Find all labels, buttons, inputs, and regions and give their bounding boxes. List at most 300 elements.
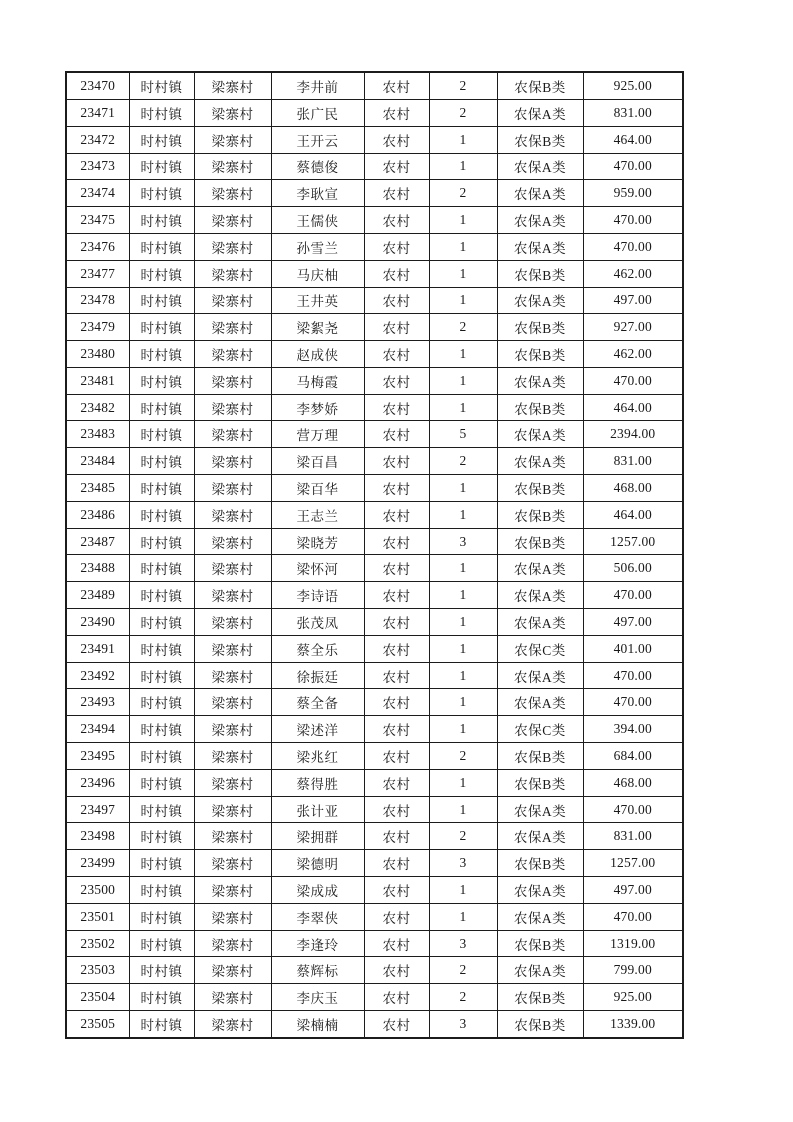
cell-person-name: 梁拥群	[271, 823, 364, 850]
table-row	[66, 903, 683, 930]
cell-person-count: 1	[429, 233, 497, 260]
cell-record-id: 23501	[66, 903, 129, 930]
cell-person-count: 1	[429, 367, 497, 394]
cell-amount: 470.00	[583, 207, 683, 234]
cell-town: 时村镇	[129, 287, 194, 314]
cell-person-count: 2	[429, 314, 497, 341]
cell-insurance-category: 农保A类	[497, 609, 583, 636]
cell-person-count: 1	[429, 689, 497, 716]
cell-person-count: 2	[429, 743, 497, 770]
cell-town: 时村镇	[129, 394, 194, 421]
cell-amount: 470.00	[583, 153, 683, 180]
cell-person-name: 蔡全备	[271, 689, 364, 716]
cell-town: 时村镇	[129, 180, 194, 207]
cell-amount: 470.00	[583, 903, 683, 930]
cell-residence-type: 农村	[364, 528, 429, 555]
cell-person-count: 1	[429, 555, 497, 582]
cell-insurance-category: 农保B类	[497, 475, 583, 502]
cell-amount: 394.00	[583, 716, 683, 743]
cell-person-name: 张计亚	[271, 796, 364, 823]
cell-insurance-category: 农保B类	[497, 1011, 583, 1038]
cell-record-id: 23480	[66, 341, 129, 368]
cell-town: 时村镇	[129, 930, 194, 957]
cell-person-name: 李梦娇	[271, 394, 364, 421]
cell-residence-type: 农村	[364, 207, 429, 234]
cell-record-id: 23496	[66, 769, 129, 796]
cell-amount: 468.00	[583, 475, 683, 502]
cell-town: 时村镇	[129, 609, 194, 636]
cell-person-count: 1	[429, 609, 497, 636]
cell-town: 时村镇	[129, 126, 194, 153]
cell-amount: 497.00	[583, 609, 683, 636]
cell-village: 梁寨村	[194, 180, 271, 207]
cell-insurance-category: 农保A类	[497, 207, 583, 234]
cell-residence-type: 农村	[364, 796, 429, 823]
cell-village: 梁寨村	[194, 126, 271, 153]
cell-village: 梁寨村	[194, 582, 271, 609]
cell-amount: 468.00	[583, 769, 683, 796]
cell-town: 时村镇	[129, 260, 194, 287]
table-row	[66, 207, 683, 234]
cell-village: 梁寨村	[194, 689, 271, 716]
cell-town: 时村镇	[129, 207, 194, 234]
cell-amount: 470.00	[583, 233, 683, 260]
cell-residence-type: 农村	[364, 394, 429, 421]
cell-residence-type: 农村	[364, 99, 429, 126]
cell-town: 时村镇	[129, 341, 194, 368]
table-row	[66, 984, 683, 1011]
cell-record-id: 23486	[66, 501, 129, 528]
cell-residence-type: 农村	[364, 635, 429, 662]
cell-person-count: 1	[429, 475, 497, 502]
cell-amount: 925.00	[583, 984, 683, 1011]
cell-insurance-category: 农保C类	[497, 635, 583, 662]
cell-record-id: 23497	[66, 796, 129, 823]
cell-amount: 470.00	[583, 582, 683, 609]
cell-person-name: 蔡全乐	[271, 635, 364, 662]
table-row	[66, 823, 683, 850]
cell-town: 时村镇	[129, 582, 194, 609]
cell-insurance-category: 农保A类	[497, 153, 583, 180]
cell-person-count: 1	[429, 796, 497, 823]
table-row	[66, 72, 683, 99]
cell-person-count: 1	[429, 287, 497, 314]
cell-insurance-category: 农保B类	[497, 394, 583, 421]
cell-insurance-category: 农保A类	[497, 662, 583, 689]
cell-village: 梁寨村	[194, 635, 271, 662]
cell-residence-type: 农村	[364, 367, 429, 394]
cell-insurance-category: 农保A类	[497, 448, 583, 475]
cell-town: 时村镇	[129, 233, 194, 260]
cell-record-id: 23471	[66, 99, 129, 126]
cell-town: 时村镇	[129, 528, 194, 555]
cell-record-id: 23503	[66, 957, 129, 984]
cell-town: 时村镇	[129, 743, 194, 770]
cell-amount: 831.00	[583, 448, 683, 475]
cell-insurance-category: 农保A类	[497, 233, 583, 260]
cell-village: 梁寨村	[194, 930, 271, 957]
cell-record-id: 23484	[66, 448, 129, 475]
cell-town: 时村镇	[129, 448, 194, 475]
cell-person-name: 梁兆红	[271, 743, 364, 770]
cell-town: 时村镇	[129, 635, 194, 662]
cell-record-id: 23485	[66, 475, 129, 502]
cell-amount: 401.00	[583, 635, 683, 662]
cell-person-count: 1	[429, 716, 497, 743]
cell-residence-type: 农村	[364, 903, 429, 930]
cell-insurance-category: 农保B类	[497, 314, 583, 341]
cell-person-name: 梁絮尧	[271, 314, 364, 341]
cell-village: 梁寨村	[194, 609, 271, 636]
cell-residence-type: 农村	[364, 930, 429, 957]
cell-insurance-category: 农保A类	[497, 555, 583, 582]
cell-residence-type: 农村	[364, 153, 429, 180]
cell-town: 时村镇	[129, 421, 194, 448]
cell-person-name: 张广民	[271, 99, 364, 126]
cell-person-name: 徐振廷	[271, 662, 364, 689]
cell-town: 时村镇	[129, 877, 194, 904]
cell-person-count: 1	[429, 501, 497, 528]
cell-village: 梁寨村	[194, 99, 271, 126]
cell-town: 时村镇	[129, 501, 194, 528]
table-row	[66, 421, 683, 448]
cell-insurance-category: 农保B类	[497, 984, 583, 1011]
cell-person-name: 赵成侠	[271, 341, 364, 368]
cell-person-name: 梁晓芳	[271, 528, 364, 555]
table-row	[66, 582, 683, 609]
cell-person-name: 李逢玲	[271, 930, 364, 957]
cell-insurance-category: 农保A类	[497, 367, 583, 394]
table-row	[66, 287, 683, 314]
table-row	[66, 743, 683, 770]
cell-residence-type: 农村	[364, 233, 429, 260]
table-row	[66, 367, 683, 394]
cell-town: 时村镇	[129, 850, 194, 877]
cell-person-count: 1	[429, 903, 497, 930]
cell-record-id: 23487	[66, 528, 129, 555]
cell-record-id: 23488	[66, 555, 129, 582]
cell-town: 时村镇	[129, 662, 194, 689]
cell-insurance-category: 农保B类	[497, 743, 583, 770]
cell-record-id: 23472	[66, 126, 129, 153]
cell-record-id: 23489	[66, 582, 129, 609]
cell-amount: 2394.00	[583, 421, 683, 448]
cell-residence-type: 农村	[364, 716, 429, 743]
cell-person-name: 李井前	[271, 72, 364, 99]
cell-person-name: 梁百昌	[271, 448, 364, 475]
cell-record-id: 23498	[66, 823, 129, 850]
cell-person-count: 1	[429, 260, 497, 287]
cell-record-id: 23492	[66, 662, 129, 689]
cell-person-count: 1	[429, 207, 497, 234]
cell-person-name: 蔡得胜	[271, 769, 364, 796]
cell-person-name: 梁百华	[271, 475, 364, 502]
cell-insurance-category: 农保B类	[497, 528, 583, 555]
cell-village: 梁寨村	[194, 314, 271, 341]
cell-village: 梁寨村	[194, 287, 271, 314]
cell-record-id: 23481	[66, 367, 129, 394]
cell-amount: 470.00	[583, 796, 683, 823]
cell-residence-type: 农村	[364, 501, 429, 528]
cell-village: 梁寨村	[194, 260, 271, 287]
cell-record-id: 23505	[66, 1011, 129, 1038]
cell-village: 梁寨村	[194, 394, 271, 421]
cell-amount: 464.00	[583, 394, 683, 421]
cell-residence-type: 农村	[364, 689, 429, 716]
cell-record-id: 23482	[66, 394, 129, 421]
cell-residence-type: 农村	[364, 475, 429, 502]
cell-person-name: 蔡德俊	[271, 153, 364, 180]
cell-town: 时村镇	[129, 796, 194, 823]
cell-person-name: 张茂凤	[271, 609, 364, 636]
cell-insurance-category: 农保B类	[497, 126, 583, 153]
cell-record-id: 23483	[66, 421, 129, 448]
cell-person-name: 梁楠楠	[271, 1011, 364, 1038]
cell-residence-type: 农村	[364, 448, 429, 475]
cell-record-id: 23473	[66, 153, 129, 180]
cell-village: 梁寨村	[194, 448, 271, 475]
cell-amount: 799.00	[583, 957, 683, 984]
cell-town: 时村镇	[129, 99, 194, 126]
cell-record-id: 23476	[66, 233, 129, 260]
cell-insurance-category: 农保B类	[497, 501, 583, 528]
cell-person-count: 3	[429, 1011, 497, 1038]
cell-amount: 470.00	[583, 367, 683, 394]
cell-person-name: 马梅霞	[271, 367, 364, 394]
table-row	[66, 528, 683, 555]
cell-person-name: 王井英	[271, 287, 364, 314]
cell-record-id: 23490	[66, 609, 129, 636]
cell-residence-type: 农村	[364, 287, 429, 314]
cell-village: 梁寨村	[194, 743, 271, 770]
cell-insurance-category: 农保A类	[497, 689, 583, 716]
cell-insurance-category: 农保A类	[497, 180, 583, 207]
cell-residence-type: 农村	[364, 823, 429, 850]
cell-person-name: 李诗语	[271, 582, 364, 609]
cell-person-count: 2	[429, 180, 497, 207]
cell-record-id: 23494	[66, 716, 129, 743]
cell-person-name: 王开云	[271, 126, 364, 153]
cell-record-id: 23477	[66, 260, 129, 287]
cell-person-count: 2	[429, 99, 497, 126]
cell-record-id: 23493	[66, 689, 129, 716]
cell-amount: 927.00	[583, 314, 683, 341]
cell-town: 时村镇	[129, 769, 194, 796]
cell-insurance-category: 农保B类	[497, 72, 583, 99]
cell-village: 梁寨村	[194, 984, 271, 1011]
cell-person-name: 李翠侠	[271, 903, 364, 930]
cell-village: 梁寨村	[194, 877, 271, 904]
cell-residence-type: 农村	[364, 984, 429, 1011]
table-row	[66, 233, 683, 260]
table-row	[66, 99, 683, 126]
cell-village: 梁寨村	[194, 528, 271, 555]
cell-town: 时村镇	[129, 957, 194, 984]
cell-person-count: 1	[429, 877, 497, 904]
cell-amount: 497.00	[583, 287, 683, 314]
cell-amount: 831.00	[583, 99, 683, 126]
cell-town: 时村镇	[129, 314, 194, 341]
cell-insurance-category: 农保A类	[497, 287, 583, 314]
cell-amount: 1319.00	[583, 930, 683, 957]
table-row	[66, 314, 683, 341]
cell-residence-type: 农村	[364, 877, 429, 904]
cell-residence-type: 农村	[364, 743, 429, 770]
cell-record-id: 23499	[66, 850, 129, 877]
cell-residence-type: 农村	[364, 314, 429, 341]
cell-residence-type: 农村	[364, 126, 429, 153]
cell-person-name: 马庆柚	[271, 260, 364, 287]
cell-village: 梁寨村	[194, 207, 271, 234]
cell-village: 梁寨村	[194, 903, 271, 930]
cell-town: 时村镇	[129, 555, 194, 582]
cell-record-id: 23502	[66, 930, 129, 957]
cell-town: 时村镇	[129, 716, 194, 743]
table-row	[66, 689, 683, 716]
cell-record-id: 23479	[66, 314, 129, 341]
table-row	[66, 475, 683, 502]
table-row	[66, 662, 683, 689]
cell-village: 梁寨村	[194, 823, 271, 850]
cell-person-count: 1	[429, 153, 497, 180]
cell-person-count: 1	[429, 341, 497, 368]
cell-person-count: 2	[429, 984, 497, 1011]
cell-person-name: 梁德明	[271, 850, 364, 877]
cell-amount: 1257.00	[583, 850, 683, 877]
cell-person-name: 营万理	[271, 421, 364, 448]
cell-residence-type: 农村	[364, 1011, 429, 1038]
cell-person-name: 李庆玉	[271, 984, 364, 1011]
cell-person-name: 梁怀河	[271, 555, 364, 582]
cell-record-id: 23491	[66, 635, 129, 662]
cell-person-name: 梁述洋	[271, 716, 364, 743]
cell-village: 梁寨村	[194, 421, 271, 448]
table-row	[66, 957, 683, 984]
cell-residence-type: 农村	[364, 850, 429, 877]
table-row	[66, 716, 683, 743]
cell-amount: 925.00	[583, 72, 683, 99]
table-row	[66, 877, 683, 904]
cell-village: 梁寨村	[194, 367, 271, 394]
cell-person-count: 2	[429, 72, 497, 99]
cell-amount: 470.00	[583, 662, 683, 689]
cell-village: 梁寨村	[194, 72, 271, 99]
cell-residence-type: 农村	[364, 421, 429, 448]
cell-insurance-category: 农保A类	[497, 582, 583, 609]
cell-amount: 959.00	[583, 180, 683, 207]
cell-person-count: 1	[429, 769, 497, 796]
cell-person-count: 3	[429, 930, 497, 957]
cell-village: 梁寨村	[194, 850, 271, 877]
cell-residence-type: 农村	[364, 341, 429, 368]
cell-village: 梁寨村	[194, 501, 271, 528]
cell-residence-type: 农村	[364, 769, 429, 796]
cell-record-id: 23474	[66, 180, 129, 207]
cell-insurance-category: 农保B类	[497, 930, 583, 957]
cell-person-name: 王儒侠	[271, 207, 364, 234]
cell-town: 时村镇	[129, 689, 194, 716]
cell-record-id: 23475	[66, 207, 129, 234]
cell-town: 时村镇	[129, 984, 194, 1011]
cell-amount: 464.00	[583, 126, 683, 153]
cell-residence-type: 农村	[364, 582, 429, 609]
table-row	[66, 501, 683, 528]
cell-residence-type: 农村	[364, 72, 429, 99]
cell-insurance-category: 农保A类	[497, 823, 583, 850]
table-row	[66, 153, 683, 180]
cell-insurance-category: 农保B类	[497, 260, 583, 287]
cell-town: 时村镇	[129, 153, 194, 180]
cell-town: 时村镇	[129, 72, 194, 99]
cell-insurance-category: 农保A类	[497, 99, 583, 126]
cell-person-count: 2	[429, 448, 497, 475]
cell-record-id: 23470	[66, 72, 129, 99]
cell-person-count: 1	[429, 394, 497, 421]
table-row	[66, 126, 683, 153]
cell-town: 时村镇	[129, 903, 194, 930]
cell-town: 时村镇	[129, 823, 194, 850]
cell-town: 时村镇	[129, 367, 194, 394]
cell-village: 梁寨村	[194, 716, 271, 743]
benefit-roster-table	[65, 71, 684, 1039]
table-row	[66, 609, 683, 636]
table-row	[66, 769, 683, 796]
cell-insurance-category: 农保A类	[497, 796, 583, 823]
cell-person-name: 蔡辉标	[271, 957, 364, 984]
cell-record-id: 23495	[66, 743, 129, 770]
table-row	[66, 850, 683, 877]
cell-village: 梁寨村	[194, 153, 271, 180]
cell-residence-type: 农村	[364, 555, 429, 582]
cell-amount: 1339.00	[583, 1011, 683, 1038]
cell-amount: 462.00	[583, 260, 683, 287]
cell-amount: 470.00	[583, 689, 683, 716]
cell-record-id: 23478	[66, 287, 129, 314]
cell-record-id: 23504	[66, 984, 129, 1011]
cell-residence-type: 农村	[364, 260, 429, 287]
cell-person-count: 1	[429, 662, 497, 689]
cell-village: 梁寨村	[194, 475, 271, 502]
table-row	[66, 635, 683, 662]
cell-residence-type: 农村	[364, 180, 429, 207]
cell-person-name: 孙雪兰	[271, 233, 364, 260]
cell-amount: 684.00	[583, 743, 683, 770]
cell-person-name: 王志兰	[271, 501, 364, 528]
table-row	[66, 796, 683, 823]
cell-amount: 831.00	[583, 823, 683, 850]
cell-residence-type: 农村	[364, 957, 429, 984]
cell-person-count: 1	[429, 635, 497, 662]
cell-town: 时村镇	[129, 475, 194, 502]
table-row	[66, 448, 683, 475]
cell-village: 梁寨村	[194, 769, 271, 796]
cell-person-count: 1	[429, 582, 497, 609]
cell-village: 梁寨村	[194, 341, 271, 368]
cell-insurance-category: 农保B类	[497, 850, 583, 877]
cell-insurance-category: 农保A类	[497, 877, 583, 904]
table-row	[66, 260, 683, 287]
cell-village: 梁寨村	[194, 957, 271, 984]
table-row	[66, 555, 683, 582]
cell-insurance-category: 农保B类	[497, 341, 583, 368]
cell-amount: 506.00	[583, 555, 683, 582]
cell-person-name: 李耿宣	[271, 180, 364, 207]
cell-insurance-category: 农保C类	[497, 716, 583, 743]
cell-village: 梁寨村	[194, 555, 271, 582]
cell-insurance-category: 农保A类	[497, 903, 583, 930]
cell-village: 梁寨村	[194, 233, 271, 260]
cell-person-count: 3	[429, 850, 497, 877]
